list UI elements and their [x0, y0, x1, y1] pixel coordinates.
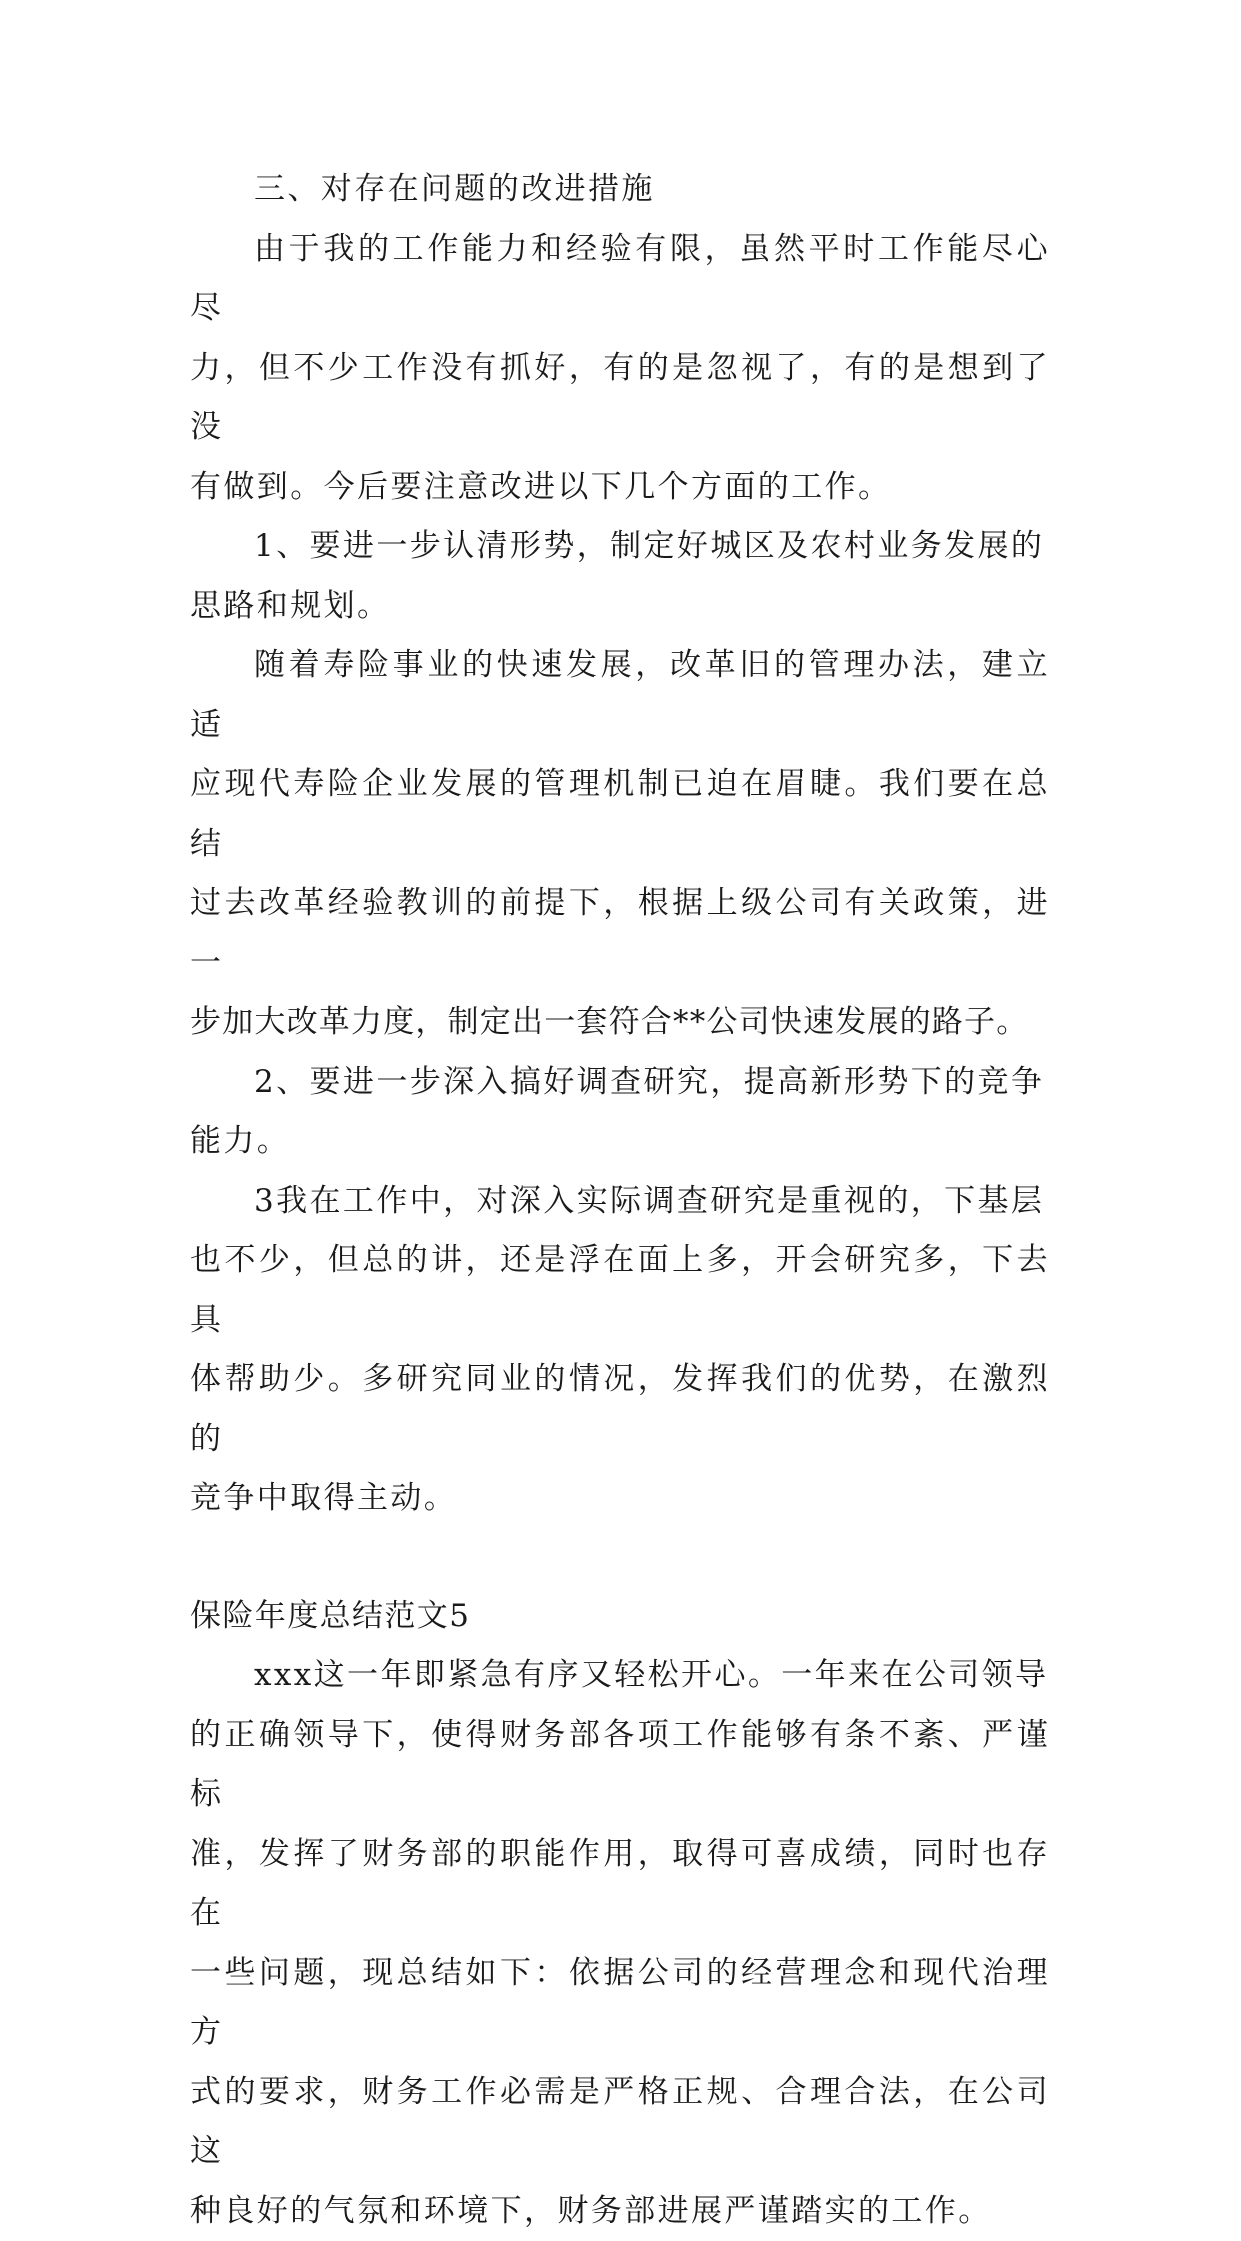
paragraph-line: 思路和规划。 [190, 577, 1050, 637]
paragraph-line: 2、要进一步深入搞好调查研究，提高新形势下的竞争 [190, 1053, 1050, 1113]
paragraph-research [190, 1172, 1050, 1529]
paragraph-line: 由于我的工作能力和经验有限，虽然平时工作能尽心尽 [190, 220, 1050, 339]
paragraph-line: 3我在工作中，对深入实际调查研究是重视的，下基层 [190, 1172, 1050, 1232]
paragraph-line: 力，但不少工作没有抓好，有的是忽视了，有的是想到了没 [190, 339, 1050, 458]
paragraph-intro [190, 220, 1050, 518]
paragraph-line: 体帮助少。多研究同业的情况，发挥我们的优势，在激烈的 [190, 1350, 1050, 1469]
paragraph-line: 1、要进一步认清形势，制定好城区及农村业务发展的 [190, 517, 1050, 577]
paragraph-line: 过去改革经验教训的前提下，根据上级公司有关政策，进一 [190, 874, 1050, 993]
paragraph-line: 能力。 [190, 1112, 1050, 1172]
paragraph-line: 种良好的气氛和环境下，财务部进展严谨踏实的工作。 [190, 2182, 1050, 2241]
paragraph-finance-summary [190, 1646, 1050, 2241]
list-item-1 [190, 517, 1050, 636]
paragraph-line: 有做到。今后要注意改进以下几个方面的工作。 [190, 458, 1050, 518]
list-item-2 [190, 1053, 1050, 1172]
paragraph-line: 一些问题，现总结如下：依据公司的经营理念和现代治理方 [190, 1944, 1050, 2063]
paragraph-line: 式的要求，财务工作必需是严格正规、合理合法，在公司这 [190, 2063, 1050, 2182]
paragraph-line: 步加大改革力度，制定出一套符合**公司快速发展的路子。 [190, 993, 1050, 1053]
document-page [190, 160, 1050, 2241]
paragraph-line: 竞争中取得主动。 [190, 1469, 1050, 1529]
paragraph-line: xxx这一年即紧急有序又轻松开心。一年来在公司领导 [190, 1646, 1050, 1706]
section-heading-improvement: 三、对存在问题的改进措施 [190, 160, 1050, 220]
paragraph-line: 准，发挥了财务部的职能作用，取得可喜成绩，同时也存在 [190, 1825, 1050, 1944]
paragraph-line: 应现代寿险企业发展的管理机制已迫在眉睫。我们要在总结 [190, 755, 1050, 874]
paragraph-line: 也不少，但总的讲，还是浮在面上多，开会研究多，下去具 [190, 1231, 1050, 1350]
paragraph-reform [190, 636, 1050, 1053]
paragraph-line: 的正确领导下，使得财务部各项工作能够有条不紊、严谨标 [190, 1706, 1050, 1825]
section-title: 保险年度总结范文5 [190, 1587, 1050, 1647]
paragraph-line: 随着寿险事业的快速发展，改革旧的管理办法，建立适 [190, 636, 1050, 755]
